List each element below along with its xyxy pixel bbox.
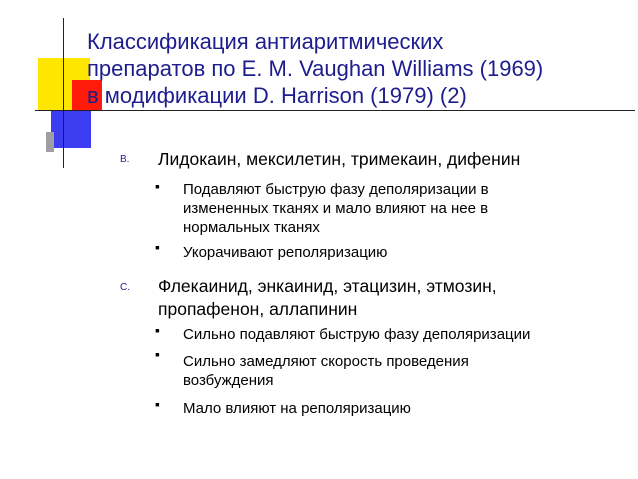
bullet-line: Мало влияют на реполяризацию [183, 400, 411, 417]
heading-line: пропафенон, аллапинин [158, 299, 358, 319]
bullet-item [183, 399, 623, 418]
bullet-item [183, 352, 623, 390]
bullet-line: измененных тканях и мало влияют на нее в [183, 200, 489, 217]
horizontal-rule [35, 110, 635, 111]
section-marker-c: C. [120, 282, 130, 293]
bullet-item [183, 180, 623, 237]
section-heading-b [158, 148, 628, 171]
bullet-icon: ▪ [155, 239, 160, 255]
bullet-icon: ▪ [155, 178, 160, 194]
blue-square-decoration [51, 110, 91, 148]
title-line: препаратов по E. M. Vaughan Williams (1969) [87, 56, 544, 81]
section-marker-b: B. [120, 154, 130, 165]
vertical-rule [63, 18, 64, 168]
slide-title [87, 28, 627, 109]
bullet-item [183, 243, 623, 262]
bullet-line: Укорачивают реполяризацию [183, 244, 388, 261]
gray-square-decoration [46, 132, 54, 152]
title-line: Классификация антиаритмических [87, 29, 444, 54]
heading-line: Лидокаин, мексилетин, тримекаин, дифенин [158, 149, 521, 169]
bullet-icon: ▪ [155, 396, 160, 412]
heading-line: Флекаинид, энкаинид, этацизин, этмозин, [158, 276, 497, 296]
bullet-line: Подавляют быструю фазу деполяризации в [183, 181, 489, 198]
bullet-icon: ▪ [155, 346, 160, 362]
bullet-item [183, 325, 623, 344]
bullet-line: нормальных тканях [183, 219, 320, 236]
bullet-line: Сильно подавляют быструю фазу деполяризации [183, 326, 531, 343]
bullet-icon: ▪ [155, 322, 160, 338]
section-heading-c [158, 275, 628, 321]
title-line: в модификации D. Harrison (1979) (2) [87, 83, 467, 108]
bullet-line: возбуждения [183, 372, 274, 389]
bullet-line: Сильно замедляют скорость проведения [183, 353, 469, 370]
